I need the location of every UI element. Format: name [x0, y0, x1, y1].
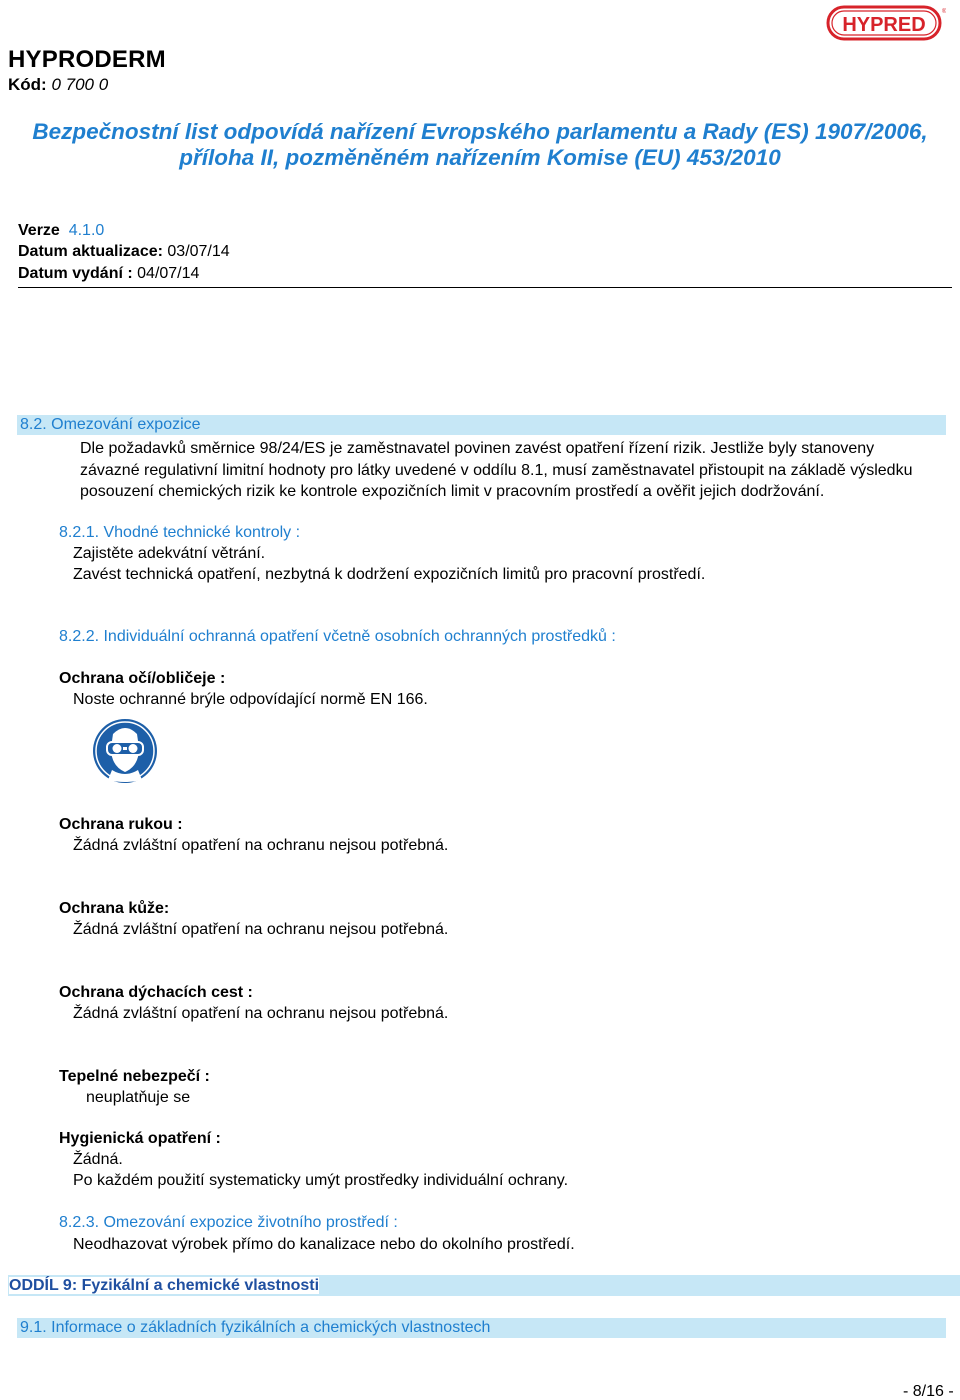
respiratory-protection-text: Žádná zvláštní opatření na ochranu nejsou potřebná. — [73, 1005, 449, 1022]
page-number: - 8/16 - — [903, 1383, 954, 1400]
hygiene-measures-line-2: Po každém použití systematicky umýt prostředky individuální ochrany. — [73, 1172, 569, 1189]
version — [18, 222, 104, 240]
header-divider — [18, 287, 952, 288]
hygiene-measures-label: Hygienická opatření : — [59, 1130, 221, 1147]
environmental-exposure-text: Neodhazovat výrobek přímo do kanalizace nebo do okolního prostředí. — [73, 1236, 575, 1253]
hand-protection-label: Ochrana rukou : — [59, 816, 183, 833]
exposure-paragraph-line-2: závazné regulativní limitní hodnoty pro látky uvedené v oddílu 8.1, musí zaměstnavatel přistoupit na základě výsledku — [80, 462, 913, 479]
ventilation-text: Zajistěte adekvátní větrání. — [73, 545, 266, 562]
subsection-8-2-3-heading: 8.2.3. Omezování expozice životního prostředí : — [59, 1214, 398, 1231]
updated-date — [18, 243, 230, 261]
svg-text:®: ® — [942, 9, 946, 15]
version-value: 4.1.0 — [68, 222, 105, 239]
section-8-2-bar — [17, 415, 946, 435]
issued-date — [18, 265, 199, 283]
eye-protection-pictogram-icon — [92, 718, 158, 784]
hygiene-measures-line-1: Žádná. — [73, 1151, 123, 1168]
subsection-8-2-2-heading: 8.2.2. Individuální ochranná opatření včetně osobních ochranných prostředků : — [59, 628, 616, 645]
eye-protection-label: Ochrana očí/obličeje : — [59, 670, 226, 687]
updated-label: Datum aktualizace: — [18, 243, 163, 260]
issued-value: 04/07/14 — [137, 265, 200, 282]
hypred-logo — [826, 4, 946, 42]
skin-protection-label: Ochrana kůže: — [59, 900, 170, 917]
regulation-line-2: příloha II, pozměněném nařízením Komise (EU) 453/2010 — [179, 145, 781, 170]
product-name: HYPRODERM — [8, 46, 166, 73]
section-9-bar — [8, 1275, 960, 1296]
thermal-hazard-label: Tepelné nebezpečí : — [59, 1068, 210, 1085]
subsection-8-2-1-heading: 8.2.1. Vhodné technické kontroly : — [59, 524, 301, 541]
exposure-paragraph-line-1: Dle požadavků směrnice 98/24/ES je zaměstnavatel povinen zavést opatření řízení rizik. Jestliže byly stanoveny — [80, 440, 875, 457]
logo-text: HYPRED — [842, 14, 926, 36]
regulation-line-1: Bezpečnostní list odpovídá nařízení Evropského parlamentu a Rady (ES) 1907/2006, — [32, 119, 928, 144]
version-label: Verze — [18, 222, 60, 239]
section-9-1-heading: 9.1. Informace o základních fyzikálních a chemických vlastnostech — [20, 1319, 491, 1336]
issued-label: Datum vydání : — [18, 265, 133, 282]
updated-value: 03/07/14 — [167, 243, 230, 260]
code-label: Kód: — [8, 75, 47, 94]
section-9-1-bar — [17, 1318, 946, 1338]
section-9-heading: ODDÍL 9: Fyzikální a chemické vlastnosti — [9, 1277, 320, 1294]
respiratory-protection-label: Ochrana dýchacích cest : — [59, 984, 253, 1001]
hand-protection-text: Žádná zvláštní opatření na ochranu nejsou potřebná. — [73, 837, 449, 854]
skin-protection-text: Žádná zvláštní opatření na ochranu nejsou potřebná. — [73, 921, 449, 938]
section-8-2-heading: 8.2. Omezování expozice — [20, 416, 201, 433]
eye-protection-text: Noste ochranné brýle odpovídající normě EN 166. — [73, 691, 428, 708]
code-value: 0 700 0 — [51, 75, 109, 94]
product-code — [8, 75, 108, 95]
technical-measures-text: Zavést technická opatření, nezbytná k dodržení expozičních limitů pro pracovní prostředí. — [73, 566, 706, 583]
exposure-paragraph-line-3: posouzení chemických rizik ke kontrole expozičních limit v pracovním prostředí a ověřit jejich dodržování. — [80, 483, 825, 500]
thermal-hazard-text: neuplatňuje se — [86, 1089, 191, 1106]
